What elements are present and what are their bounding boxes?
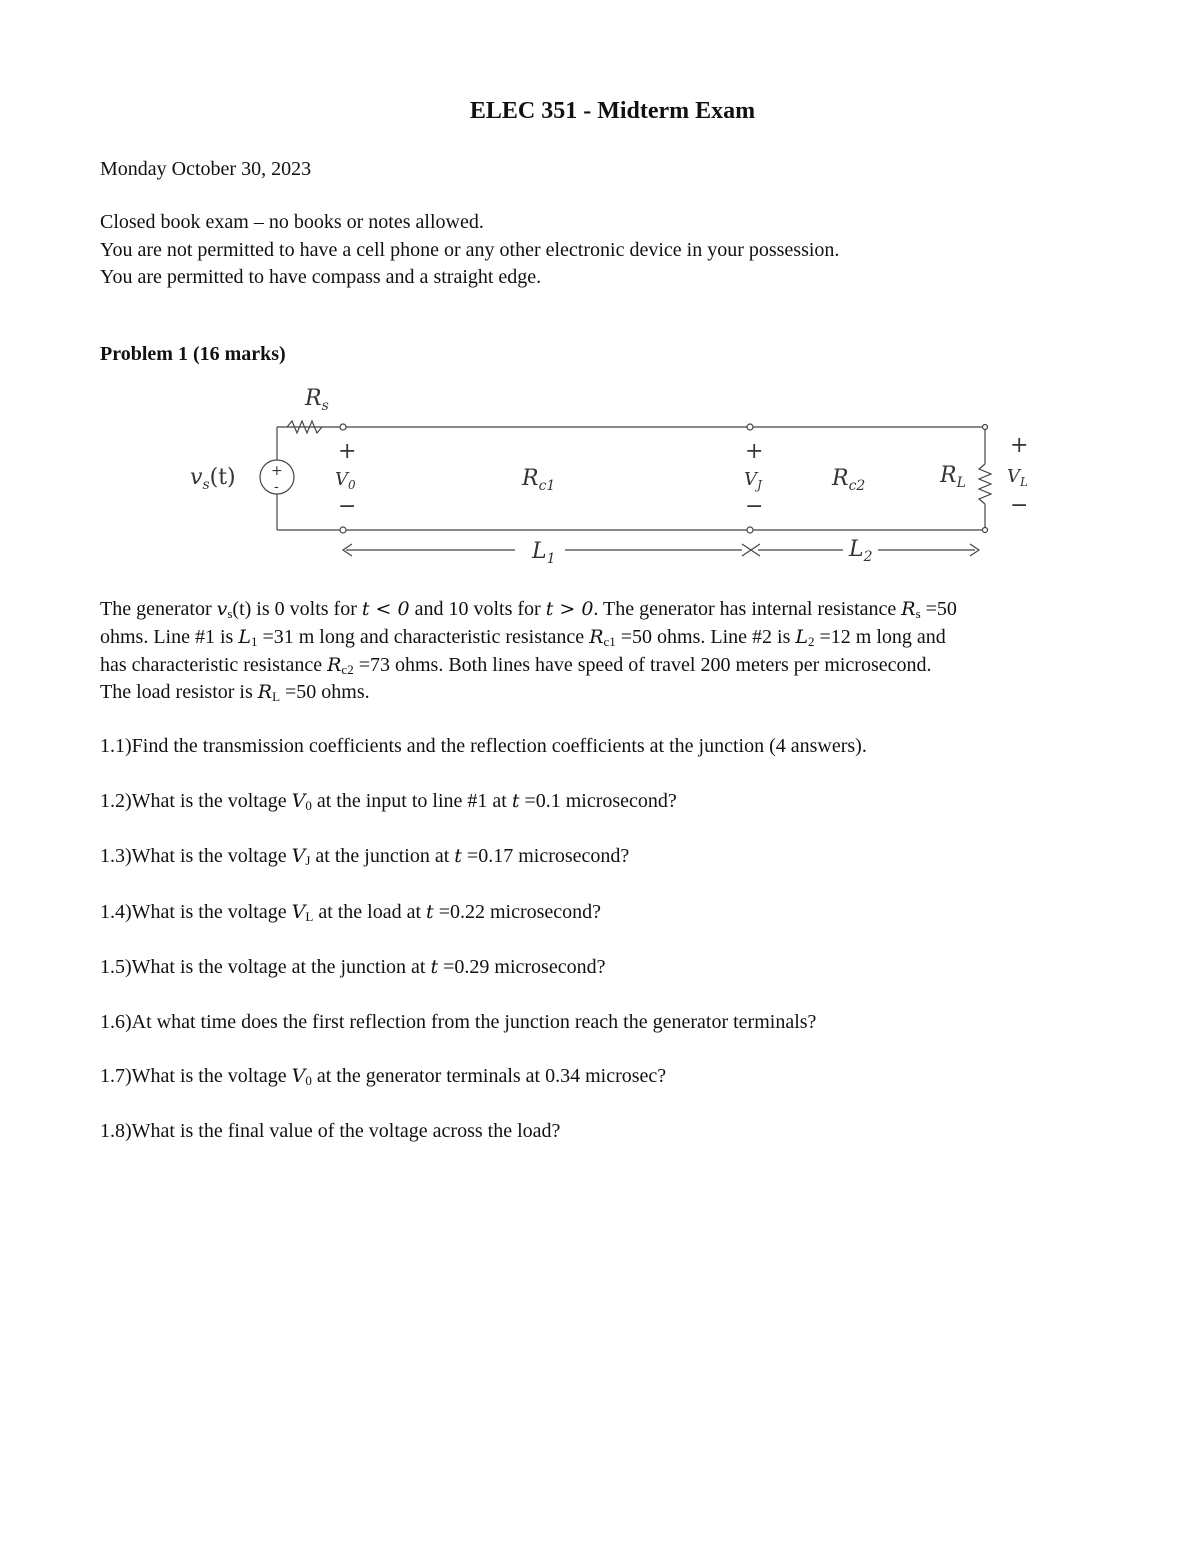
- question-1-7: 1.7)What is the voltage $V_0$ at the generator terminals at 0.34 microsec?: [100, 1065, 667, 1088]
- description-line: ohms. Line #1 is $L_1 =31$ m long and characteristic resistance $R_{c1} =50$ ohms. Line #2 is $L_2 =12$ m long and: [100, 626, 946, 649]
- v0-plus: +: [338, 439, 357, 464]
- vj-plus: +: [745, 439, 764, 464]
- question-1-4: 1.4)What is the voltage $V_L$ at the load at t =0.22 microsecond?: [100, 901, 602, 924]
- rl-label: $R_L$: [940, 463, 966, 491]
- vl-minus: −: [1010, 493, 1029, 518]
- question-1-1: 1.1)Find the transmission coefficients and the reflection coefficients at the junction (4 answers).: [100, 735, 867, 757]
- terminal-dot: [747, 527, 753, 533]
- vl-label: $V_L$: [1007, 466, 1028, 489]
- question-1-3: 1.3)What is the voltage $V_J$ at the junction at t =0.17 microsecond?: [100, 845, 630, 868]
- terminal-dot: [983, 425, 988, 430]
- question-1-2: 1.2)What is the voltage $V_0$ at the input to line #1 at t =0.1 microsecond?: [100, 790, 677, 813]
- description-line: The load resistor is $R_L =50$ ohms.: [100, 681, 370, 704]
- vj-label: $V_J$: [744, 469, 762, 492]
- question-1-5: 1.5)What is the voltage at the junction at t =0.29 microsecond?: [100, 956, 606, 978]
- l1-label: $L_1$: [532, 539, 556, 567]
- source-minus: -: [274, 479, 279, 495]
- instruction-line: Closed book exam – no books or notes allowed.: [100, 211, 484, 233]
- question-1-8: 1.8)What is the final value of the voltage across the load?: [100, 1120, 561, 1142]
- rc1-label: $R_{c1}$: [522, 466, 556, 494]
- arrowhead-right: [742, 544, 751, 556]
- rc2-label: $R_{c2}$: [832, 466, 866, 494]
- description-line: has characteristic resistance $R_{c2} =73$ ohms. Both lines have speed of travel 200 meters per microsecond.: [100, 654, 932, 677]
- circuit-diagram: [160, 372, 1060, 572]
- instruction-line: You are permitted to have compass and a straight edge.: [100, 266, 542, 288]
- rl-resistor-symbol: [979, 464, 991, 504]
- v0-minus: −: [338, 494, 357, 519]
- terminal-dot: [747, 424, 753, 430]
- v0-label: $V_0$: [335, 469, 356, 492]
- vs-label: $v_s(t)$: [190, 465, 236, 493]
- description-line: The generator $v_s(t)$ is 0 volts for t < 0 and 10 volts for t > 0. The generator has internal resistance $R_s =50$: [100, 598, 957, 621]
- vl-plus: +: [1010, 433, 1029, 458]
- source-plus: +: [271, 463, 283, 479]
- vj-minus: −: [745, 494, 764, 519]
- problem-heading: Problem 1 (16 marks): [100, 343, 286, 365]
- terminal-dot: [340, 527, 346, 533]
- instruction-line: You are not permitted to have a cell phone or any other electronic device in your possession.: [100, 239, 840, 261]
- terminal-dot: [340, 424, 346, 430]
- rs-label: $R_s$: [305, 386, 329, 414]
- question-1-6: 1.6)At what time does the first reflection from the junction reach the generator terminals?: [100, 1011, 817, 1033]
- l2-label: $L_2$: [849, 537, 873, 565]
- exam-date: Monday October 30, 2023: [100, 158, 312, 180]
- terminal-dot: [983, 528, 988, 533]
- exam-title: ELEC 351 - Midterm Exam: [469, 98, 756, 124]
